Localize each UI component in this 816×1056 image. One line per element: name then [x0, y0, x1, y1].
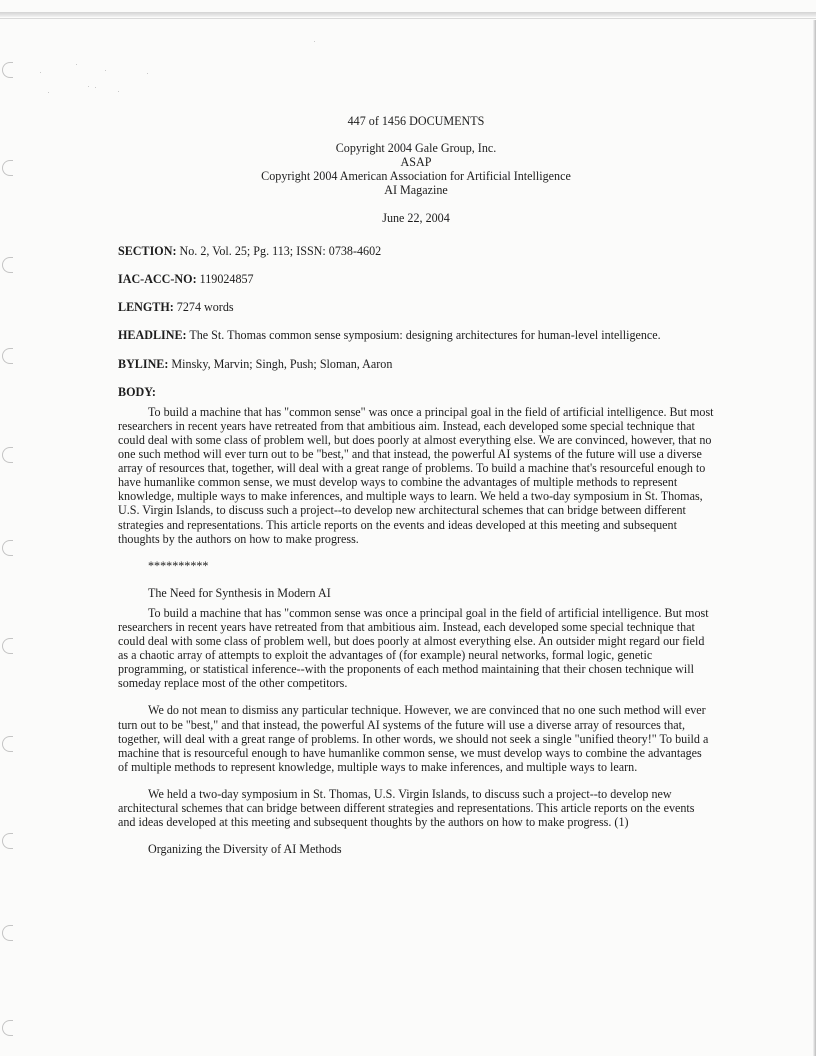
- copyright-line: Copyright 2004 American Association for Artificial Intelligence: [261, 169, 571, 184]
- body-paragraph: We held a two-day symposium in St. Thomas, U.S. Virgin Islands, to discuss such a project--to develop new architectural schemes that can bridge between different strategies and representations. This article reports on the events and ideas developed at this meeting and subsequent thoughts by the authors on how to make progress. (1): [118, 786, 695, 830]
- field-value: No. 2, Vol. 25; Pg. 113; ISSN: 0738-4602: [176, 244, 382, 259]
- punch-hole-mark: [2, 540, 13, 556]
- length-field: [118, 300, 714, 314]
- field-value: 7274 words: [173, 300, 234, 315]
- copyright-line: Copyright 2004 Gale Group, Inc.: [335, 141, 497, 156]
- punch-hole-mark: [2, 833, 13, 849]
- scan-speck: [118, 91, 119, 92]
- punch-hole-mark: [2, 638, 13, 654]
- punch-hole-mark: [2, 1020, 13, 1036]
- scan-top-edge-line: [0, 18, 816, 19]
- field-label: SECTION:: [118, 244, 177, 259]
- document-page: [118, 100, 714, 862]
- copyright-line: ASAP: [400, 155, 432, 170]
- headline-field: [118, 328, 714, 342]
- field-value: The St. Thomas common sense symposium: designing architectures for human-level intelligence.: [186, 328, 661, 343]
- scan-speck: [48, 92, 49, 93]
- section-separator: **********: [148, 558, 209, 573]
- copyright-block: [118, 141, 714, 197]
- scan-speck: [147, 73, 148, 74]
- body-paragraph: We do not mean to dismiss any particular technique. However, we are convinced that no one such method will ever turn out to be "best," and that instead, the powerful AI systems of the future will use a diverse array of resources that, together, will deal with a great range of problems. In other words, we should not seek a single "unified theory!" To build a machine that is resourceful enough to have humanlike common sense, we must develop ways to combine the advantages of multiple methods to represent knowledge, multiple ways to make inferences, and multiple ways to learn.: [118, 703, 709, 774]
- abstract-paragraph: To build a machine that has "common sense" was once a principal goal in the field of artificial intelligence. But most researchers in recent years have retreated from that ambitious aim. Instead, each developed some special technique that could deal with some class of problem well, but does poorly at almost everything else. We are convinced, however, that no one such method will ever turn out to be "best," and that instead, the powerful AI systems of the future will use a diverse array of resources that, together, will deal with a great range of problems. To build a machine that's resourceful enough to have humanlike common sense, we must develop ways to combine the advantages of multiple methods to represent knowledge, multiple ways to make inferences, and multiple ways to learn. We held a two-day symposium in St. Thomas, U.S. Virgin Islands, to discuss such a project--to develop new architectural schemes that can bridge between different strategies and representations. This article reports on the events and ideas developed at this meeting and subsequent thoughts by the authors on how to make progress.: [118, 404, 714, 546]
- punch-hole-mark: [2, 925, 13, 941]
- punch-hole-mark: [2, 160, 13, 176]
- field-label: HEADLINE:: [118, 328, 187, 343]
- field-label: LENGTH:: [118, 300, 174, 315]
- body-label: BODY:: [118, 384, 156, 399]
- field-value: Minsky, Marvin; Singh, Push; Sloman, Aaron: [168, 356, 393, 371]
- scan-speck: [88, 86, 89, 87]
- publication-title: AI Magazine: [384, 183, 448, 198]
- scan-speck: [314, 41, 315, 42]
- section-heading: The Need for Synthesis in Modern AI: [148, 585, 331, 600]
- scan-speck: [95, 87, 96, 88]
- byline-field: [118, 357, 714, 371]
- field-value: 119024857: [196, 272, 254, 287]
- iac-acc-no-field: [118, 272, 714, 286]
- field-label: IAC-ACC-NO:: [118, 272, 197, 287]
- section-heading: Organizing the Diversity of AI Methods: [148, 842, 342, 857]
- scan-top-edge: [0, 12, 816, 17]
- publication-date: June 22, 2004: [382, 211, 450, 226]
- section-field: [118, 244, 714, 258]
- scan-speck: [105, 70, 106, 71]
- punch-hole-mark: [2, 62, 13, 78]
- punch-hole-mark: [2, 257, 13, 273]
- punch-hole-mark: [2, 348, 13, 364]
- body-paragraph: To build a machine that has "common sense was once a principal goal in the field of artificial intelligence. But most researchers in recent years have retreated from that ambitious aim. Instead, each developed some special technique that could deal with some class of problem well, but does poorly at almost everything else. An outsider might regard our field as a chaotic array of attempts to exploit the advantages of (for example) neural networks, formal logic, genetic programming, or statistical inference--with the proponents of each method maintaining that their chosen technique will someday replace most of the other competitors.: [118, 605, 709, 691]
- scan-speck: [76, 64, 77, 65]
- field-label: BYLINE:: [118, 356, 169, 371]
- punch-hole-mark: [2, 447, 13, 463]
- document-count: 447 of 1456 DOCUMENTS: [347, 114, 485, 128]
- scan-speck: [40, 72, 41, 73]
- punch-hole-mark: [2, 736, 13, 752]
